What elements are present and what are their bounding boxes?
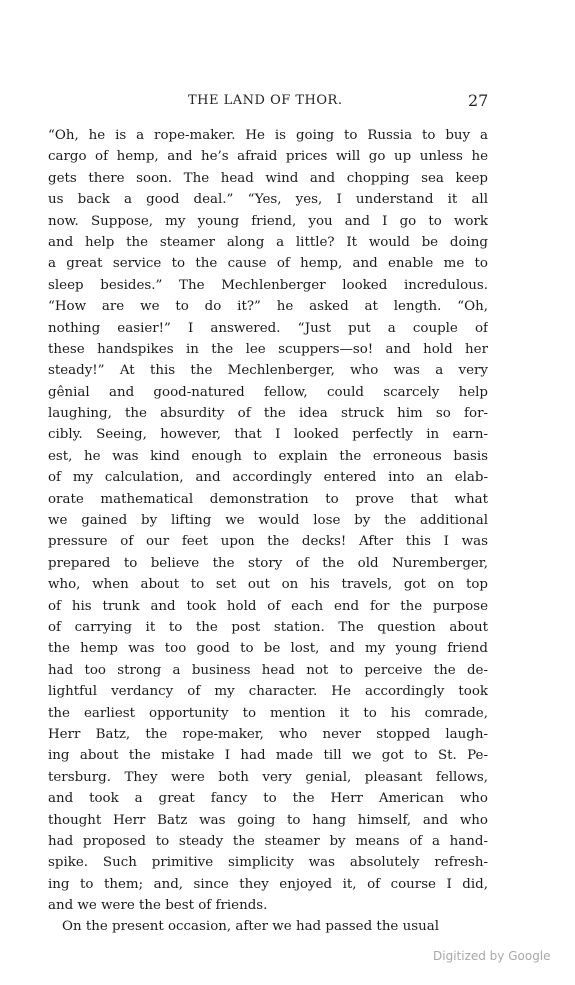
text-line: “Oh, he is a rope-maker. He is going to Russia to buy a	[48, 128, 488, 143]
text-line: a great service to the cause of hemp, and enable me to	[48, 256, 488, 272]
text-line: who, when about to set out on his travels, got on top	[48, 577, 488, 593]
text-line: had too strong a business head not to perceive the de-	[48, 662, 488, 678]
text-line: of carrying it to the post station. The question about	[48, 619, 488, 635]
text-line: ing to them; and, since they enjoyed it, of course I did,	[48, 876, 488, 892]
text-line: of his trunk and took hold of each end for the purpose	[48, 598, 488, 614]
text-line: gets there soon. The head wind and chopping sea keep	[48, 170, 488, 186]
text-line: cibly. Seeing, however, that I looked perfectly in earn-	[48, 427, 488, 443]
text-line: we gained by lifting we would lose by the additional	[48, 513, 488, 529]
text-line: Herr Batz, the rope-maker, who never stopped laugh-	[48, 726, 488, 742]
text-line: thought Herr Batz was going to hang himself, and who	[48, 812, 488, 828]
text-line: “How are we to do it?” he asked at length. “Oh,	[48, 299, 488, 315]
text-line: pressure of our feet upon the decks! After this I was	[48, 534, 488, 550]
text-line: these handspikes in the lee scuppers—so! and hold her	[48, 341, 488, 357]
text-line: now. Suppose, my young friend, you and I go to work	[48, 213, 488, 229]
text-line: nothing easier!” I answered. “Just put a couple of	[48, 320, 488, 336]
text-line: gênial and good-natured fellow, could scarcely help	[48, 384, 488, 400]
text-line: us back a good deal.” “Yes, yes, I understand it all	[48, 192, 488, 208]
text-line: spike. Such primitive simplicity was absolutely refresh-	[48, 855, 488, 871]
text-line: had proposed to steady the steamer by means of a hand-	[48, 833, 488, 849]
body-text	[48, 125, 488, 938]
text-line: of my calculation, and accordingly entered into an elab-	[48, 470, 488, 486]
text-line: orate mathematical demonstration to prove that what	[48, 491, 488, 507]
text-line: lightful verdancy of my character. He accordingly took	[48, 684, 488, 700]
text-line: and we were the best of friends.	[48, 898, 268, 914]
text-line: prepared to believe the story of the old Nuremberger,	[48, 555, 488, 571]
text-line: est, he was kind enough to explain the erroneous basis	[48, 448, 488, 464]
text-line: cargo of hemp, and he’s afraid prices will go up unless he	[48, 149, 488, 165]
text-line: sleep besides.” The Mechlenberger looked incredulous.	[48, 277, 488, 293]
text-line: the hemp was too good to be lost, and my young friend	[48, 641, 488, 657]
text-line: tersburg. They were both very genial, pleasant fellows,	[48, 769, 488, 785]
digitized-watermark: Digitized by Google	[433, 949, 551, 963]
text-line: and help the steamer along a little? It would be doing	[48, 234, 488, 250]
text-line: and took a great fancy to the Herr American who	[48, 791, 488, 807]
text-line: laughing, the absurdity of the idea struck him so for-	[48, 406, 488, 422]
page-number: 27	[468, 91, 489, 110]
text-line: the earliest opportunity to mention it to his comrade,	[48, 705, 488, 721]
text-line: steady!” At this the Mechlenberger, who was a very	[48, 363, 488, 379]
running-head-title: THE LAND OF THOR.	[188, 93, 343, 108]
text-line: ing about the mistake I had made till we got to St. Pe-	[48, 748, 488, 764]
text-line: On the present occasion, after we had passed the usual	[62, 919, 440, 935]
